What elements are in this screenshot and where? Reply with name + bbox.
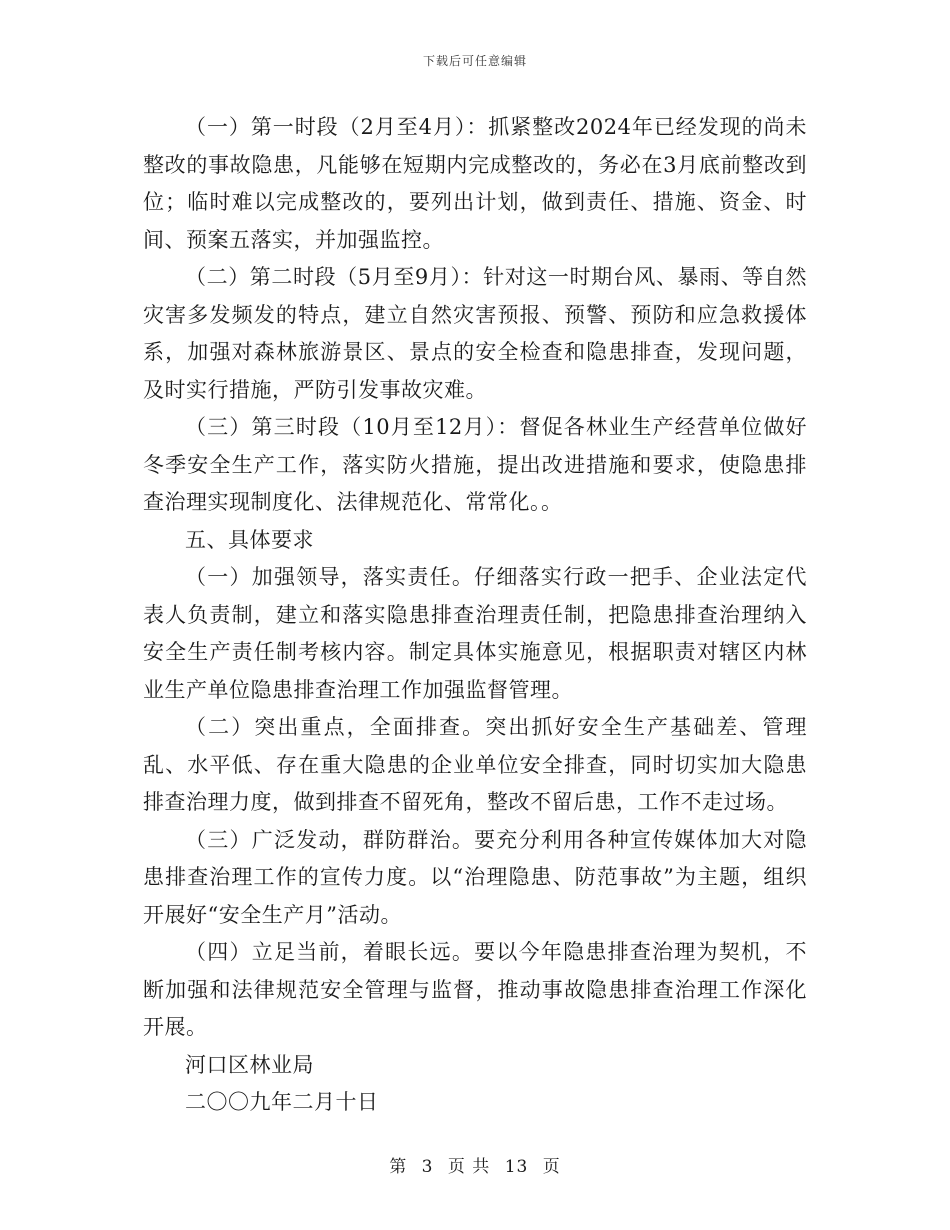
footer-prefix: 第 [389, 1157, 408, 1177]
paragraph-phase-three: （三）第三时段（10月至12月）：督促各林业生产经营单位做好冬季安全生产工作，落实防火措施，提出改进措施和要求，使隐患排查治理实现制度化、法律规范化、常常化。。 [143, 415, 807, 514]
section-heading-requirements: 五、具体要求 [185, 527, 314, 552]
paragraph-requirement-four: （四）立足当前，着眼长远。要以今年隐患排查治理为契机，不断加强和法律规范安全管理与监督，推动事故隐患排查治理工作深化开展。 [143, 940, 807, 1039]
footer-total-pages: 13 [504, 1157, 529, 1177]
signature-organization: 河口区林业局 [185, 1052, 314, 1077]
document-body [143, 109, 807, 1122]
footer-middle: 页 共 [447, 1157, 491, 1177]
paragraph-requirement-one: （一）加强领导，落实责任。仔细落实行政一把手、企业法定代表人负责制，建立和落实隐患排查治理责任制，把隐患排查治理纳入安全生产责任制考核内容。制定具体实施意见，根据职责对辖区内林业生产单位隐患排查治理工作加强监督管理。 [143, 565, 807, 702]
page-footer [0, 1152, 950, 1177]
paragraph-phase-one: （一）第一时段（2月至4月）：抓紧整改2024年已经发现的尚未整改的事故隐患，凡能够在短期内完成整改的，务必在3月底前整改到位；临时难以完成整改的，要列出计划，做到责任、措施、资金、时间、预案五落实，并加强监控。 [143, 115, 807, 252]
paragraph-requirement-two: （二）突出重点，全面排查。突出抓好安全生产基础差、管理乱、水平低、存在重大隐患的企业单位安全排查，同时切实加大隐患排查治理力度，做到排查不留死角，整改不留后患，工作不走过场。 [143, 715, 807, 814]
paragraph-requirement-three: （三）广泛发动，群防群治。要充分利用各种宣传媒体加大对隐患排查治理工作的宣传力度。以“治理隐患、防范事故”为主题，组织开展好“安全生产月”活动。 [143, 827, 807, 927]
paragraph-phase-two: （二）第二时段（5月至9月）：针对这一时期台风、暴雨、等自然灾害多发频发的特点，建立自然灾害预报、预警、预防和应急救援体系，加强对森林旅游景区、景点的安全检查和隐患排查，发现问题，及时实行措施，严防引发事故灾难。 [143, 265, 807, 402]
footer-current-page: 3 [421, 1157, 434, 1177]
page-header-note: 下载后可任意编辑 [422, 54, 527, 68]
footer-suffix: 页 [542, 1157, 561, 1177]
signature-date: 二〇〇九年二月十日 [185, 1090, 379, 1114]
